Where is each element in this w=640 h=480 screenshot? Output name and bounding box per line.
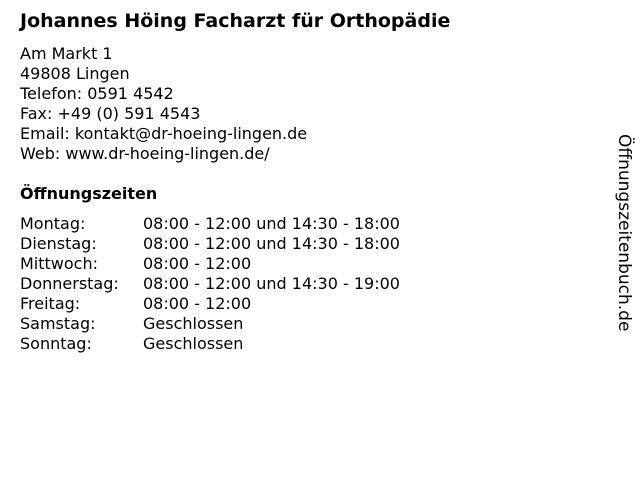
business-name: Johannes Höing Facharzt für Orthopädie — [20, 10, 451, 32]
time-value: 08:00 - 12:00 und 14:30 - 19:00 — [143, 274, 400, 293]
time-value: Geschlossen — [143, 334, 244, 353]
day-label: Donnerstag: — [20, 274, 119, 293]
phone-number: Telefon: 0591 4542 — [20, 84, 174, 103]
time-value: 08:00 - 12:00 — [143, 254, 252, 273]
time-value: Geschlossen — [143, 314, 244, 333]
day-label: Sonntag: — [20, 334, 92, 353]
postal-city: 49808 Lingen — [20, 64, 130, 83]
day-label: Dienstag: — [20, 234, 97, 253]
day-label: Samstag: — [20, 314, 96, 333]
time-value: 08:00 - 12:00 und 14:30 - 18:00 — [143, 214, 400, 233]
street-address: Am Markt 1 — [20, 44, 113, 63]
site-watermark: Öffnungszeitenbuch.de — [614, 134, 634, 332]
fax-number: Fax: +49 (0) 591 4543 — [20, 104, 201, 123]
time-value: 08:00 - 12:00 — [143, 294, 252, 313]
contact-block — [20, 44, 307, 164]
day-label: Mittwoch: — [20, 254, 98, 273]
day-label: Montag: — [20, 214, 86, 233]
day-label: Freitag: — [20, 294, 81, 313]
time-value: 08:00 - 12:00 und 14:30 - 18:00 — [143, 234, 400, 253]
website-address: Web: www.dr-hoeing-lingen.de/ — [20, 144, 270, 163]
email-address: Email: kontakt@dr-hoeing-lingen.de — [20, 124, 308, 143]
opening-hours-heading: Öffnungszeiten — [20, 184, 158, 203]
